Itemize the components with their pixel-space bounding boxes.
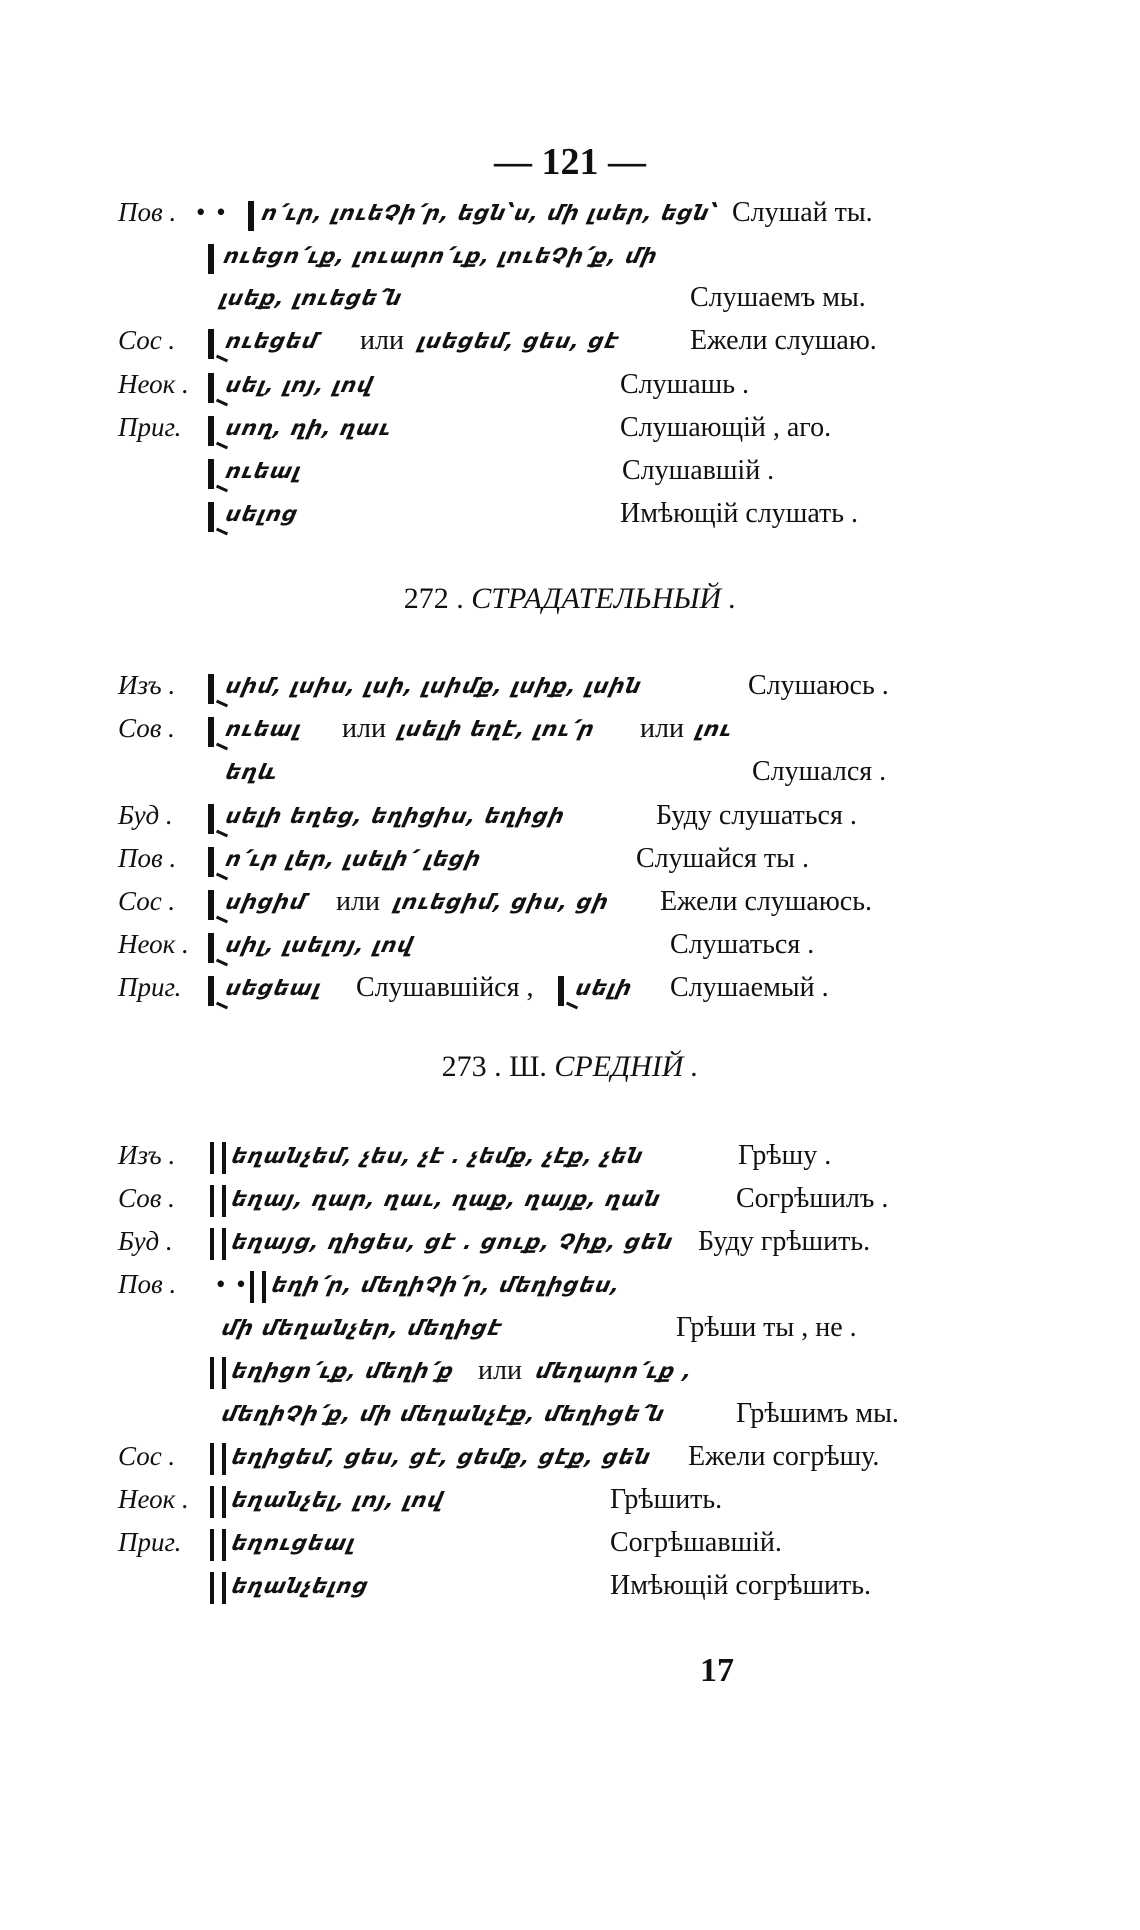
section-heading-middle	[0, 1050, 1140, 1084]
conj-row	[0, 1312, 1140, 1352]
russian-translation: Слушаемъ мы.	[690, 282, 866, 313]
root-bar-icon	[208, 804, 214, 834]
armenian-forms: լսեք, լուեցե՛ն	[217, 286, 405, 310]
armenian-forms: մեղիՉի՛ք, մի մեղանչէք, մեղիցե՛ն	[219, 1402, 668, 1426]
row-label: Сос .	[118, 325, 176, 355]
russian-translation: Слушавшійся ,	[356, 972, 534, 1003]
capital-letter-icon	[210, 1357, 226, 1389]
row-label: Приг.	[118, 412, 182, 442]
conj-row	[0, 886, 1140, 926]
section-heading-passive	[0, 582, 1140, 616]
section-number: 272 .	[403, 582, 464, 615]
armenian-forms: եղի՛ր, մեղիՉի՛ր, մեղիցես,	[269, 1273, 624, 1297]
armenian-forms: եղանչեմ, չես, չէ . չեմք, չէք, չեն	[229, 1144, 646, 1168]
armenian-forms: լուեցիմ, ցիս, ցի	[391, 890, 612, 914]
root-bar-icon	[208, 416, 214, 446]
row-label: Неок .	[118, 369, 189, 399]
armenian-forms: սիմ, լսիս, լսի, լսիմք, լսիք, լսին	[223, 674, 645, 698]
root-bar-icon	[208, 890, 214, 920]
armenian-forms: սելի եղեց, եղիցիս, եղիցի	[223, 804, 568, 828]
conj-row	[0, 1398, 1140, 1438]
armenian-forms: ո՛ւր լեր, լսելի՛ լեցի	[223, 847, 484, 871]
root-bar-icon	[208, 459, 214, 489]
russian-translation: Слушайся ты .	[636, 843, 809, 874]
conjunction: или	[478, 1355, 522, 1386]
armenian-forms: ուեալ	[223, 717, 304, 741]
conj-row	[0, 843, 1140, 883]
row-label: Приг.	[118, 972, 182, 1002]
russian-translation: Имѣющій согрѣшить.	[610, 1570, 872, 1601]
signature-mark: 17	[700, 1652, 734, 1689]
armenian-forms: եղայց, ղիցես, ցէ . ցուք, Չիք, ցեն	[229, 1230, 676, 1254]
russian-translation: Буду слушаться .	[656, 800, 857, 831]
russian-translation: Ежели слушаюсь.	[660, 886, 872, 917]
capital-letter-icon	[210, 1443, 226, 1475]
russian-translation: Имѣющій слушать .	[620, 498, 859, 529]
armenian-forms: լսեցեմ, ցես, ցէ	[415, 329, 622, 353]
armenian-forms: սեցեալ	[223, 976, 324, 1000]
row-label: Изъ .	[118, 670, 176, 700]
conj-row	[0, 972, 1140, 1012]
armenian-forms: ո՛ւր, լուեՉի՛ր, եցն՝ս, մի լսեր, եցն՝	[259, 201, 721, 225]
russian-translation: Ежели слушаю.	[690, 325, 877, 356]
conjunction: или	[640, 713, 684, 744]
armenian-forms: ուեալ	[223, 459, 304, 483]
conj-row	[0, 800, 1140, 840]
armenian-forms: սելոց	[223, 502, 301, 526]
conj-row	[0, 1355, 1140, 1395]
root-bar-icon	[248, 201, 254, 231]
root-bar-icon	[208, 976, 214, 1006]
imperative-line-2	[0, 240, 1140, 280]
capital-letter-icon	[210, 1572, 226, 1604]
armenian-forms: ուեցեմ	[223, 329, 321, 353]
row-label: Пов .	[118, 1269, 177, 1299]
russian-translation: Слушай ты.	[732, 197, 873, 228]
root-bar-icon	[558, 976, 564, 1006]
conj-row	[0, 1140, 1140, 1180]
conj-row	[0, 1570, 1140, 1610]
row-label: Изъ .	[118, 1140, 176, 1170]
leader-dots: • •	[196, 197, 228, 227]
russian-translation: Слушаемый .	[670, 972, 829, 1003]
root-bar-icon	[208, 329, 214, 359]
conj-row	[0, 1484, 1140, 1524]
root-bar-icon	[208, 717, 214, 747]
armenian-forms: եղիցո՛ւք, մեղի՛ք	[229, 1359, 457, 1383]
armenian-forms: եղայ, ղար, ղաւ, ղաք, ղայք, ղան	[229, 1187, 664, 1211]
conj-row	[0, 498, 1140, 538]
conj-row	[0, 369, 1140, 409]
conj-row	[0, 713, 1140, 753]
armenian-forms: եղիցեմ, ցես, ցէ, ցեմք, ցէք, ցեն	[229, 1445, 654, 1469]
armenian-forms: սող, ղի, ղաւ	[223, 416, 395, 440]
conj-row	[0, 1269, 1140, 1309]
russian-translation: Слушался .	[752, 756, 887, 787]
root-bar-icon	[208, 674, 214, 704]
conj-row	[0, 670, 1140, 710]
russian-translation: Слушашь .	[620, 369, 749, 400]
russian-translation: Грѣши ты , не .	[676, 1312, 857, 1343]
conj-row	[0, 1441, 1140, 1481]
armenian-forms: սել, լոյ, լով	[223, 373, 376, 397]
leader-dots: • •	[216, 1269, 248, 1299]
conj-row	[0, 412, 1140, 452]
conj-row	[0, 1527, 1140, 1567]
capital-letter-icon	[210, 1529, 226, 1561]
russian-translation: Грѣшимъ мы.	[736, 1398, 899, 1429]
conj-row	[0, 455, 1140, 495]
russian-translation: Грѣшу .	[738, 1140, 832, 1171]
capital-letter-icon	[210, 1228, 226, 1260]
armenian-forms: սելի	[573, 976, 635, 1000]
root-bar-icon	[208, 373, 214, 403]
armenian-forms: եղանչելոց	[229, 1574, 372, 1598]
page-number: — 121 —	[494, 141, 646, 183]
imperative-line-3	[0, 282, 1140, 322]
root-bar-icon	[208, 933, 214, 963]
root-bar-icon	[208, 502, 214, 532]
russian-translation: Слушаться .	[670, 929, 815, 960]
row-label: Пов .	[118, 843, 177, 873]
armenian-forms: ուեցո՛ւք, լուարո՛ւք, լուեՉի՛ք, մի	[221, 244, 661, 268]
row-label: Сос .	[118, 886, 176, 916]
row-label: Сов .	[118, 1183, 175, 1213]
russian-translation: Буду грѣшить.	[698, 1226, 871, 1257]
russian-translation: Согрѣшилъ .	[736, 1183, 889, 1214]
russian-translation: Слушающій , аго.	[620, 412, 832, 443]
armenian-forms: լու	[693, 717, 735, 741]
capital-letter-icon	[250, 1271, 266, 1303]
row-label: Буд .	[118, 1226, 173, 1256]
root-bar-icon	[208, 244, 214, 274]
section-title: СТРАДАТЕЛЬНЫЙ .	[471, 582, 737, 615]
row-label: Неок .	[118, 1484, 189, 1514]
armenian-forms: մի մեղանչեր, մեղիցէ	[219, 1316, 505, 1340]
armenian-forms: լսելի եղէ, լու՛ր	[395, 717, 598, 741]
armenian-forms: եղև	[223, 760, 281, 784]
imperative-line-1	[0, 197, 1140, 237]
russian-translation: Слушаюсь .	[748, 670, 889, 701]
row-label: Неок .	[118, 929, 189, 959]
russian-translation: Ежели согрѣшу.	[688, 1441, 880, 1472]
section-title: СРЕДНІЙ .	[554, 1050, 699, 1083]
armenian-forms: սիցիմ	[223, 890, 309, 914]
row-label: Буд .	[118, 800, 173, 830]
conj-row	[0, 1226, 1140, 1266]
section-number: 273 . Ш.	[441, 1050, 547, 1083]
row-label: Сов .	[118, 713, 175, 743]
conj-row	[0, 325, 1140, 365]
armenian-forms: եղուցեալ	[229, 1531, 358, 1555]
russian-translation: Слушавшій .	[622, 455, 775, 486]
russian-translation: Согрѣшавшій.	[610, 1527, 782, 1558]
armenian-forms: եղանչել, լոյ, լով	[229, 1488, 447, 1512]
capital-letter-icon	[210, 1486, 226, 1518]
row-label: Сос .	[118, 1441, 176, 1471]
conjunction: или	[336, 886, 380, 917]
capital-letter-icon	[210, 1142, 226, 1174]
conj-row	[0, 756, 1140, 796]
row-label: Приг.	[118, 1527, 182, 1557]
capital-letter-icon	[210, 1185, 226, 1217]
armenian-forms: սիլ, լսելոյ, լով	[223, 933, 417, 957]
conj-row	[0, 1183, 1140, 1223]
conj-row	[0, 929, 1140, 969]
armenian-forms: մեղարո՛ւք ,	[533, 1359, 696, 1383]
row-label: Пов .	[118, 197, 177, 227]
conjunction: или	[342, 713, 386, 744]
russian-translation: Грѣшить.	[610, 1484, 723, 1515]
conjunction: или	[360, 325, 404, 356]
root-bar-icon	[208, 847, 214, 877]
